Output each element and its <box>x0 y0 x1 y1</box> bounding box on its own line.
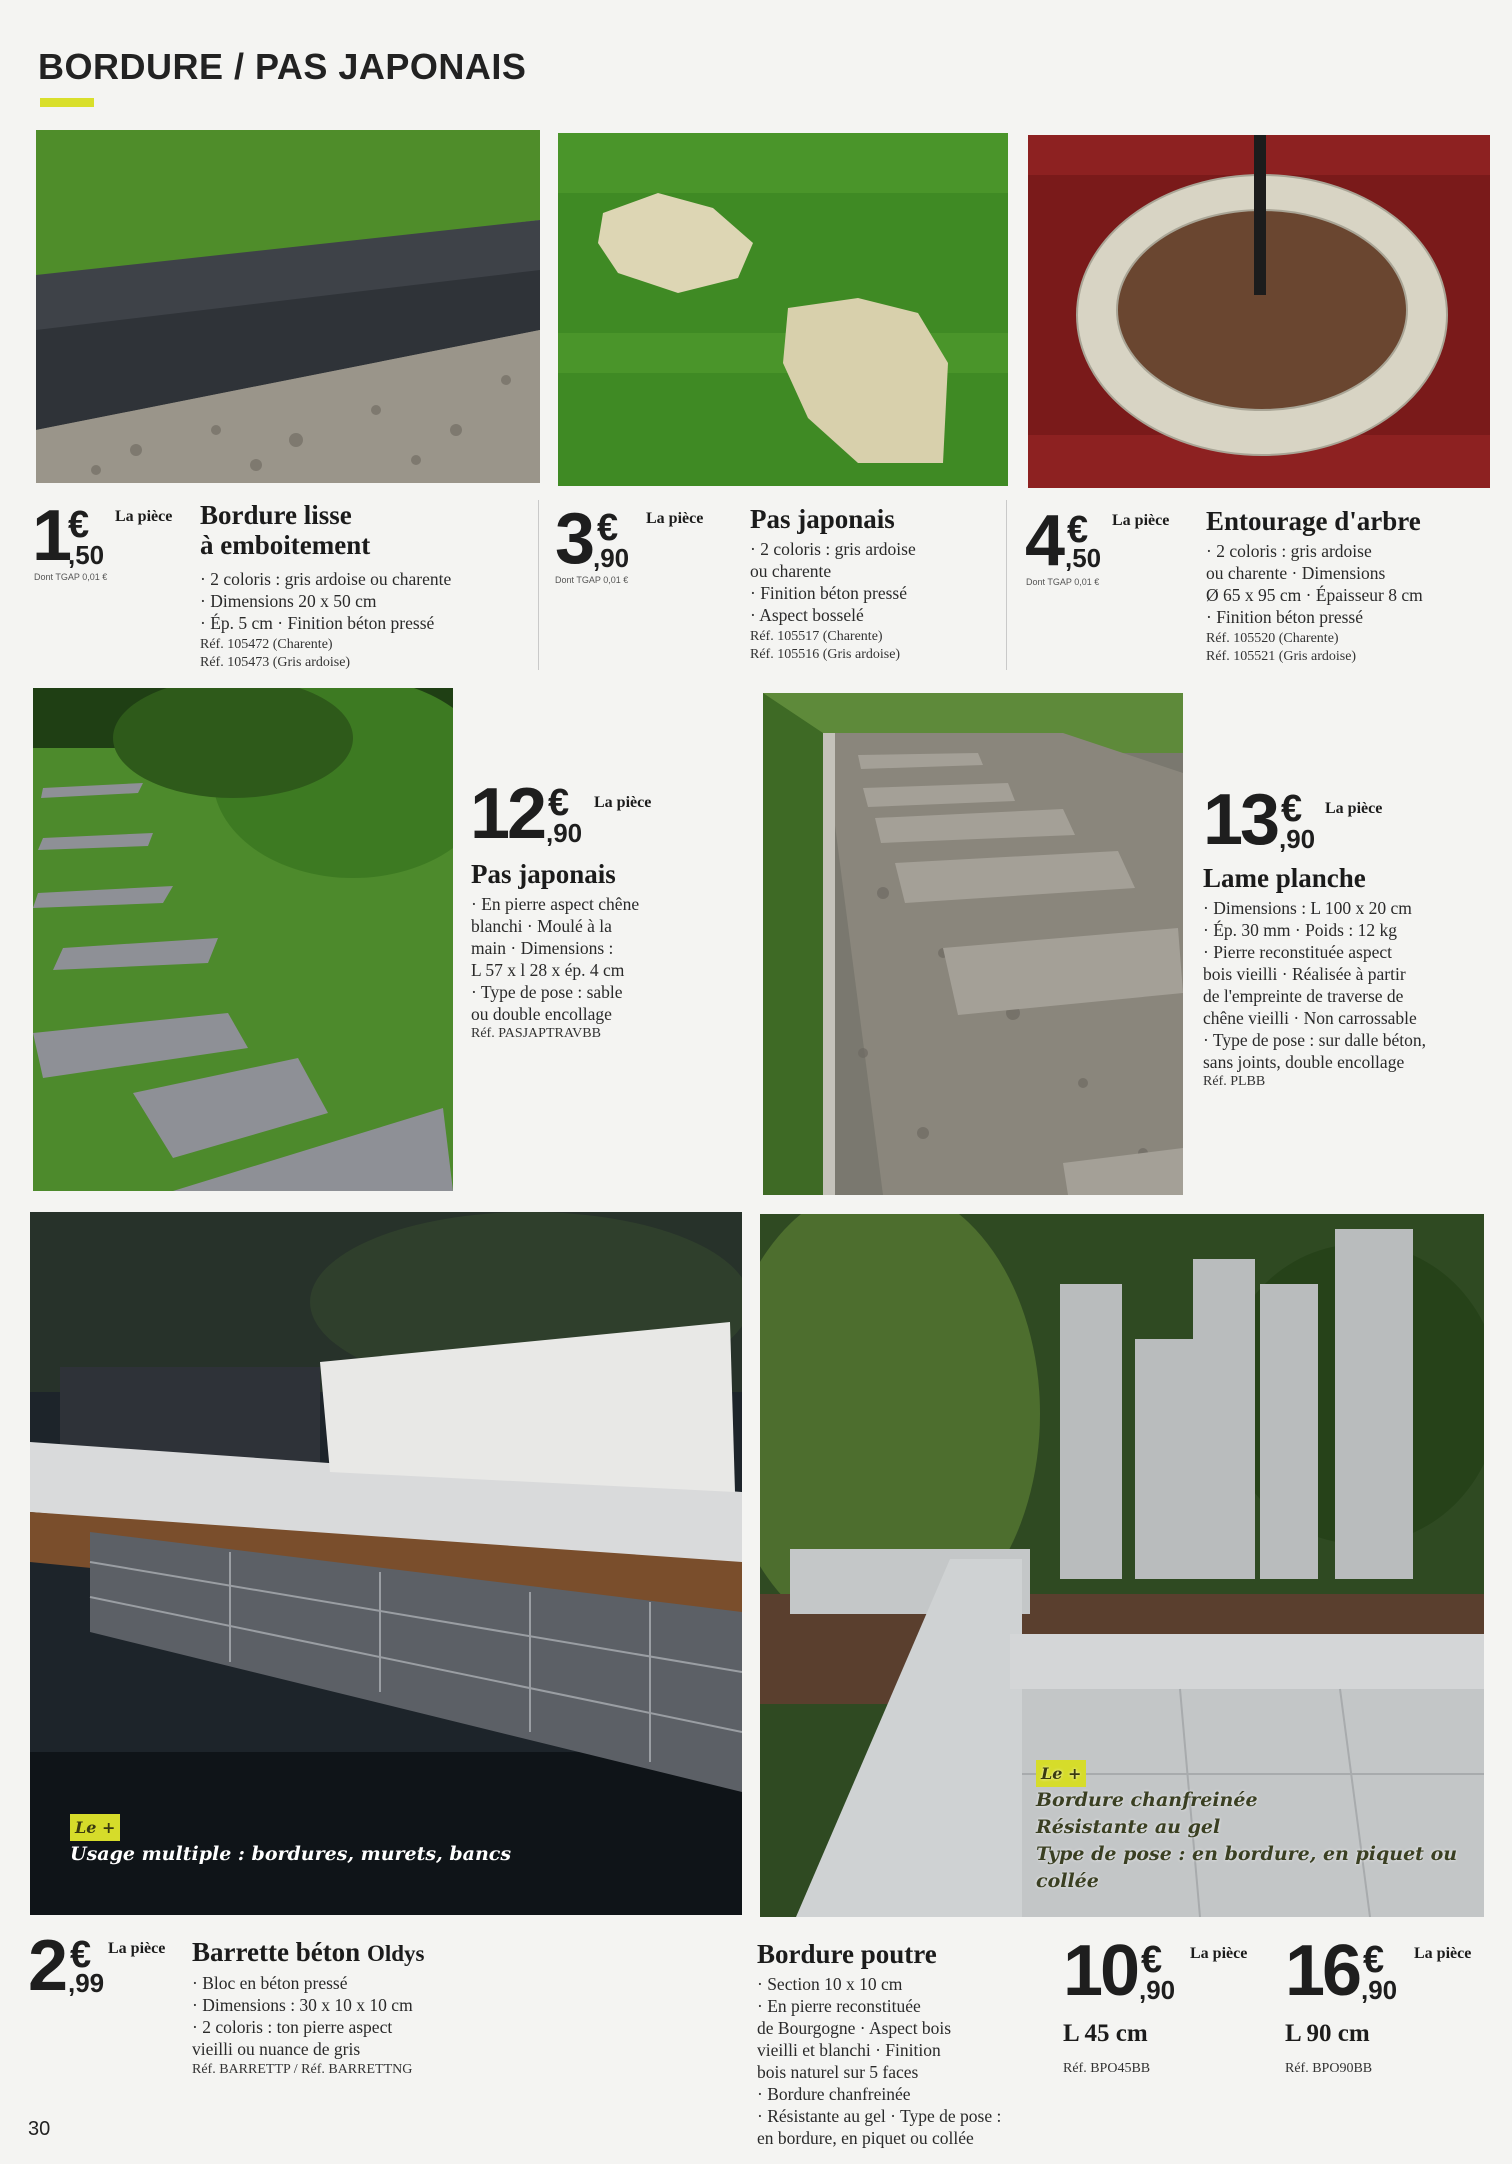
euro-sign: € <box>1281 788 1303 830</box>
desc-line: blanchi · Moulé à la <box>471 916 612 936</box>
desc-line: · 2 coloris : gris ardoise <box>750 539 916 559</box>
price-cents: ,90 <box>546 818 583 848</box>
refs-lame-planche <box>1203 1073 1265 1091</box>
desc-line: · Ép. 30 mm · Poids : 12 kg <box>1203 920 1397 940</box>
desc-line: · Section 10 x 10 cm <box>757 1974 903 1994</box>
price-cents: ,50 <box>1065 543 1102 573</box>
price-integer: 12 <box>470 774 545 854</box>
product-name-lame-planche: Lame planche <box>1203 863 1366 893</box>
ref-line: Réf. 105517 (Charente) <box>750 629 883 644</box>
desc-line: · Type de pose : sable <box>471 982 623 1002</box>
ref-bordure-poutre-90: Réf. BPO90BB <box>1285 2061 1373 2076</box>
price-lame-planche <box>1203 780 1323 864</box>
price-cents: ,99 <box>68 1968 105 1998</box>
desc-line: sans joints, double encollage <box>1203 1052 1405 1072</box>
desc-bordure-lisse <box>200 568 451 634</box>
price-cents: ,50 <box>68 540 105 570</box>
name-main: Barrette béton <box>192 1937 361 1967</box>
ref-bordure-poutre-45: Réf. BPO45BB <box>1063 2061 1151 2076</box>
desc-line: main · Dimensions : <box>471 938 614 958</box>
name-line-2: à emboitement <box>200 529 371 560</box>
unit-label: La pièce <box>1190 1945 1248 1962</box>
price-entourage <box>1025 501 1105 585</box>
product-name-bordure-lisse <box>200 501 370 560</box>
desc-line: · Finition béton pressé <box>750 583 907 603</box>
name-line-1: Bordure lisse <box>200 500 352 530</box>
tgap-note: Dont TGAP 0,01 € <box>555 575 629 585</box>
desc-line: en bordure, en piquet ou collée <box>757 2128 974 2148</box>
unit-label: La pièce <box>646 510 704 527</box>
ref-line: Réf. 105520 (Charente) <box>1206 631 1339 646</box>
desc-line: · Dimensions : L 100 x 20 cm <box>1203 898 1412 918</box>
unit-label: La pièce <box>1112 512 1170 529</box>
ref-line: Réf. PASJAPTRAVBB <box>471 1026 601 1041</box>
desc-line: L 57 x l 28 x ép. 4 cm <box>471 960 625 980</box>
price-integer: 16 <box>1285 1931 1360 2011</box>
note-line: Type de pose : en bordure, en piquet ou collée <box>1036 1843 1458 1892</box>
tgap-note: Dont TGAP 0,01 € <box>34 572 108 582</box>
ref-line: Réf. PLBB <box>1203 1074 1266 1089</box>
price-barrette <box>28 1926 108 2010</box>
desc-line: bois naturel sur 5 faces <box>757 2062 919 2082</box>
note-text: Usage multiple : bordures, murets, bancs <box>70 1843 512 1865</box>
desc-line: · Pierre reconstituée aspect <box>1203 942 1393 962</box>
desc-lame-planche <box>1203 897 1426 1073</box>
note-line: Résistante au gel <box>1036 1816 1221 1838</box>
page-title: BORDURE / PAS JAPONAIS <box>38 46 527 87</box>
desc-line: · 2 coloris : ton pierre aspect <box>192 2017 393 2037</box>
refs-bordure-lisse <box>200 636 350 672</box>
ref-line: Réf. BARRETTP / Réf. BARRETTNG <box>192 2062 413 2077</box>
price-integer: 1 <box>32 496 70 576</box>
tgap-note: Dont TGAP 0,01 € <box>1026 577 1100 587</box>
euro-sign: € <box>68 504 90 546</box>
desc-line: de l'empreinte de traverse de <box>1203 986 1404 1006</box>
price-integer: 10 <box>1063 1931 1138 2011</box>
unit-label: La pièce <box>1325 800 1383 817</box>
price-bordure-lisse <box>32 496 112 580</box>
ref-line: Réf. 105521 (Gris ardoise) <box>1206 649 1357 664</box>
desc-pas-japonais-2 <box>471 893 639 1025</box>
photo-entourage-arbre <box>1028 135 1490 488</box>
length-45: L 45 cm <box>1063 2020 1148 2047</box>
desc-line: · Dimensions 20 x 50 cm <box>200 591 377 611</box>
desc-entourage <box>1206 540 1423 628</box>
euro-sign: € <box>1067 509 1089 551</box>
unit-label: La pièce <box>115 508 173 525</box>
note-barrette <box>70 1814 511 1868</box>
price-pas-japonais-2 <box>470 774 590 858</box>
photo-barrette-beton <box>30 1212 742 1915</box>
refs-pas-japonais-1 <box>750 628 900 664</box>
desc-line: · 2 coloris : gris ardoise <box>1206 541 1372 561</box>
desc-line: · Bloc en béton pressé <box>192 1973 348 1993</box>
price-cents: ,90 <box>1279 824 1316 854</box>
desc-line: · Type de pose : sur dalle béton, <box>1203 1030 1426 1050</box>
price-pas-japonais-1 <box>555 499 635 583</box>
desc-line: ou double encollage <box>471 1004 612 1024</box>
desc-line: ou charente <box>750 561 832 581</box>
desc-line: · Résistante au gel · Type de pose : <box>757 2106 1002 2126</box>
price-bordure-poutre-45 <box>1063 1931 1183 2015</box>
plus-badge: Le + <box>1036 1760 1086 1787</box>
product-name-barrette <box>192 1938 424 1968</box>
ref-line: Réf. 105472 (Charente) <box>200 637 333 652</box>
column-divider <box>538 500 539 670</box>
photo-bordure-lisse <box>36 130 540 483</box>
price-cents: ,90 <box>1139 1975 1176 2005</box>
price-integer: 4 <box>1025 501 1063 581</box>
price-integer: 13 <box>1203 780 1278 860</box>
desc-line: · En pierre reconstituée <box>757 1996 921 2016</box>
refs-barrette <box>192 2061 412 2079</box>
length-90: L 90 cm <box>1285 2020 1370 2047</box>
desc-line: vieilli et blanchi · Finition <box>757 2040 941 2060</box>
refs-pas-japonais-2 <box>471 1025 601 1043</box>
desc-line: · Aspect bosselé <box>750 605 864 625</box>
desc-barrette <box>192 1972 413 2060</box>
product-name-entourage: Entourage d'arbre <box>1206 506 1421 536</box>
desc-line: Ø 65 x 95 cm · Épaisseur 8 cm <box>1206 585 1423 605</box>
price-cents: ,90 <box>593 543 630 573</box>
euro-sign: € <box>548 782 570 824</box>
desc-line: · Bordure chanfreinée <box>757 2084 911 2104</box>
note-bordure-poutre <box>1036 1760 1512 1895</box>
photo-pas-japonais-1 <box>558 133 1008 486</box>
desc-line: · Dimensions : 30 x 10 x 10 cm <box>192 1995 413 2015</box>
euro-sign: € <box>597 507 619 549</box>
desc-bordure-poutre <box>757 1973 1001 2149</box>
product-name-pas-japonais-2: Pas japonais <box>471 859 616 889</box>
desc-line: · En pierre aspect chêne <box>471 894 640 914</box>
price-integer: 3 <box>555 499 593 579</box>
desc-line: ou charente · Dimensions <box>1206 563 1386 583</box>
ref-line: Réf. 105516 (Gris ardoise) <box>750 647 901 662</box>
desc-line: chêne vieilli · Non carrossable <box>1203 1008 1417 1028</box>
name-suffix: Oldys <box>366 1941 425 1966</box>
title-accent-bar <box>40 98 94 107</box>
unit-label: La pièce <box>108 1940 166 1957</box>
product-name-bordure-poutre: Bordure poutre <box>757 1939 937 1969</box>
photo-pas-japonais-2 <box>33 688 453 1191</box>
desc-line: · Finition béton pressé <box>1206 607 1363 627</box>
refs-entourage <box>1206 630 1356 666</box>
price-cents: ,90 <box>1361 1975 1398 2005</box>
plus-badge: Le + <box>70 1814 120 1841</box>
price-integer: 2 <box>28 1926 66 2006</box>
euro-sign: € <box>1141 1939 1163 1981</box>
desc-line: · 2 coloris : gris ardoise ou charente <box>200 569 452 589</box>
page-number: 30 <box>28 2118 51 2140</box>
desc-line: bois vieilli · Réalisée à partir <box>1203 964 1406 984</box>
desc-pas-japonais-1 <box>750 538 916 626</box>
product-name-pas-japonais-1: Pas japonais <box>750 504 895 534</box>
column-divider <box>1006 500 1007 670</box>
ref-line: Réf. 105473 (Gris ardoise) <box>200 655 351 670</box>
euro-sign: € <box>70 1934 92 1976</box>
unit-label: La pièce <box>594 794 652 811</box>
desc-line: vieilli ou nuance de gris <box>192 2039 361 2059</box>
price-bordure-poutre-90 <box>1285 1931 1405 2015</box>
photo-lame-planche <box>763 693 1183 1195</box>
desc-line: de Bourgogne · Aspect bois <box>757 2018 952 2038</box>
unit-label: La pièce <box>1414 1945 1472 1962</box>
desc-line: · Ép. 5 cm · Finition béton pressé <box>200 613 435 633</box>
euro-sign: € <box>1363 1939 1385 1981</box>
note-line: Bordure chanfreinée <box>1036 1789 1258 1811</box>
